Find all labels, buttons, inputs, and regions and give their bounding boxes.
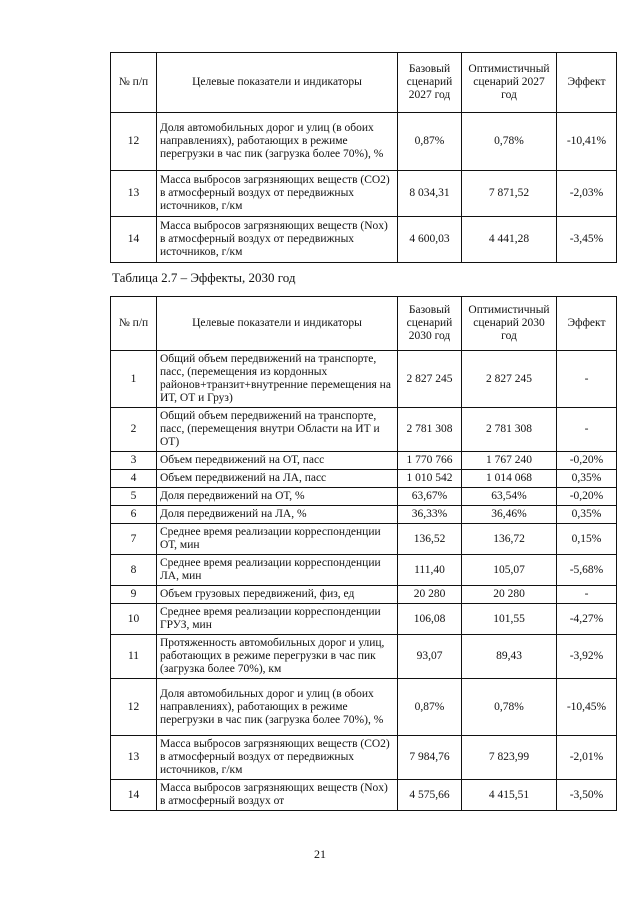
effect-value: 0,35%: [557, 506, 617, 524]
header-indicator: Целевые показатели и индикаторы: [157, 297, 398, 351]
indicator-name: Масса выбросов загрязняющих веществ (СО2) в атмосферный воздух от передвижных источников, г/км: [157, 736, 398, 780]
base-value: 106,08: [398, 604, 462, 635]
table-row: [111, 524, 617, 555]
indicator-name: Доля передвижений на ЛА, %: [157, 506, 398, 524]
table-row: [111, 586, 617, 604]
table-row: [111, 452, 617, 470]
table-header-row: [111, 53, 617, 113]
table-row: [111, 679, 617, 736]
base-value: 136,52: [398, 524, 462, 555]
table-row: [111, 555, 617, 586]
row-number: 13: [111, 171, 157, 217]
indicator-name: Объем передвижений на ОТ, пасс: [157, 452, 398, 470]
effect-value: -: [557, 351, 617, 408]
header-effect: Эффект: [557, 53, 617, 113]
optimistic-value: 1 014 068: [462, 470, 557, 488]
optimistic-value: 2 781 308: [462, 408, 557, 452]
base-value: 1 770 766: [398, 452, 462, 470]
table-row: [111, 470, 617, 488]
effect-value: -3,45%: [557, 217, 617, 263]
optimistic-value: 0,78%: [462, 679, 557, 736]
row-number: 13: [111, 736, 157, 780]
header-base-scenario: Базовый сценарий 2027 год: [398, 53, 462, 113]
base-value: 63,67%: [398, 488, 462, 506]
base-value: 4 575,66: [398, 780, 462, 811]
indicator-name: Объем передвижений на ЛА, пасс: [157, 470, 398, 488]
table-row: [111, 488, 617, 506]
optimistic-value: 4 415,51: [462, 780, 557, 811]
effect-value: -4,27%: [557, 604, 617, 635]
effect-value: 0,35%: [557, 470, 617, 488]
base-value: 36,33%: [398, 506, 462, 524]
effect-value: -3,92%: [557, 635, 617, 679]
row-number: 3: [111, 452, 157, 470]
base-value: 7 984,76: [398, 736, 462, 780]
effect-value: -10,45%: [557, 679, 617, 736]
row-number: 5: [111, 488, 157, 506]
row-number: 7: [111, 524, 157, 555]
row-number: 1: [111, 351, 157, 408]
optimistic-value: 7 871,52: [462, 171, 557, 217]
optimistic-value: 63,54%: [462, 488, 557, 506]
row-number: 6: [111, 506, 157, 524]
table-row: [111, 506, 617, 524]
indicator-name: Доля автомобильных дорог и улиц (в обоих направлениях), работающих в режиме перегрузки в час пик (загрузка более 70%), %: [157, 113, 398, 171]
indicator-name: Объем грузовых передвижений, физ, ед: [157, 586, 398, 604]
table-caption: Таблица 2.7 – Эффекты, 2030 год: [112, 270, 296, 285]
table-row: [111, 217, 617, 263]
indicator-name: Масса выбросов загрязняющих веществ (Nox) в атмосферный воздух от передвижных источников, г/км: [157, 217, 398, 263]
header-number: № п/п: [111, 53, 157, 113]
effect-value: -0,20%: [557, 452, 617, 470]
table-row: [111, 113, 617, 171]
effect-value: -0,20%: [557, 488, 617, 506]
effect-value: -3,50%: [557, 780, 617, 811]
optimistic-value: 1 767 240: [462, 452, 557, 470]
indicator-name: Протяженность автомобильных дорог и улиц, работающих в режиме перегрузки в час пик (загрузка более 70%), км: [157, 635, 398, 679]
table-row: [111, 736, 617, 780]
table-header-row: [111, 297, 617, 351]
row-number: 2: [111, 408, 157, 452]
optimistic-value: 0,78%: [462, 113, 557, 171]
row-number: 9: [111, 586, 157, 604]
row-number: 12: [111, 679, 157, 736]
effect-value: -: [557, 408, 617, 452]
optimistic-value: 7 823,99: [462, 736, 557, 780]
indicator-name: Среднее время реализации корреспонденции ГРУЗ, мин: [157, 604, 398, 635]
row-number: 8: [111, 555, 157, 586]
indicator-name: Масса выбросов загрязняющих веществ (СО2) в атмосферный воздух от передвижных источников, г/км: [157, 171, 398, 217]
table-row: [111, 604, 617, 635]
table-row: [111, 635, 617, 679]
effect-value: -2,03%: [557, 171, 617, 217]
header-optimistic-scenario: Оптимистичный сценарий 2030 год: [462, 297, 557, 351]
base-value: 20 280: [398, 586, 462, 604]
table-row: [111, 351, 617, 408]
row-number: 14: [111, 217, 157, 263]
table-row: [111, 408, 617, 452]
base-value: 8 034,31: [398, 171, 462, 217]
indicator-name: Общий объем передвижений на транспорте, пасс, (перемещения внутри Области на ИТ и ОТ): [157, 408, 398, 452]
effect-value: -2,01%: [557, 736, 617, 780]
indicator-name: Доля передвижений на ОТ, %: [157, 488, 398, 506]
indicator-name: Среднее время реализации корреспонденции ЛА, мин: [157, 555, 398, 586]
optimistic-value: 136,72: [462, 524, 557, 555]
header-number: № п/п: [111, 297, 157, 351]
effect-value: -: [557, 586, 617, 604]
table-row: [111, 171, 617, 217]
page-number: 21: [314, 847, 326, 861]
row-number: 12: [111, 113, 157, 171]
optimistic-value: 101,55: [462, 604, 557, 635]
optimistic-value: 20 280: [462, 586, 557, 604]
indicator-name: Общий объем передвижений на транспорте, пасс, (перемещения из кордонных районов+транзит+внутренние перемещения на ИТ, ОТ и Груз): [157, 351, 398, 408]
header-effect: Эффект: [557, 297, 617, 351]
row-number: 4: [111, 470, 157, 488]
indicator-name: Масса выбросов загрязняющих веществ (Nox) в атмосферный воздух от: [157, 780, 398, 811]
effects-table-2027: [110, 52, 617, 263]
optimistic-value: 4 441,28: [462, 217, 557, 263]
base-value: 2 781 308: [398, 408, 462, 452]
base-value: 0,87%: [398, 113, 462, 171]
base-value: 93,07: [398, 635, 462, 679]
optimistic-value: 36,46%: [462, 506, 557, 524]
row-number: 11: [111, 635, 157, 679]
table-row: [111, 780, 617, 811]
indicator-name: Среднее время реализации корреспонденции ОТ, мин: [157, 524, 398, 555]
base-value: 1 010 542: [398, 470, 462, 488]
base-value: 111,40: [398, 555, 462, 586]
header-indicator: Целевые показатели и индикаторы: [157, 53, 398, 113]
effects-table-2030: [110, 296, 617, 811]
optimistic-value: 2 827 245: [462, 351, 557, 408]
optimistic-value: 89,43: [462, 635, 557, 679]
base-value: 0,87%: [398, 679, 462, 736]
indicator-name: Доля автомобильных дорог и улиц (в обоих направлениях), работающих в режиме перегрузки в час пик (загрузка более 70%), %: [157, 679, 398, 736]
header-optimistic-scenario: Оптимистичный сценарий 2027 год: [462, 53, 557, 113]
effect-value: 0,15%: [557, 524, 617, 555]
base-value: 2 827 245: [398, 351, 462, 408]
optimistic-value: 105,07: [462, 555, 557, 586]
row-number: 10: [111, 604, 157, 635]
row-number: 14: [111, 780, 157, 811]
effect-value: -10,41%: [557, 113, 617, 171]
header-base-scenario: Базовый сценарий 2030 год: [398, 297, 462, 351]
effect-value: -5,68%: [557, 555, 617, 586]
base-value: 4 600,03: [398, 217, 462, 263]
